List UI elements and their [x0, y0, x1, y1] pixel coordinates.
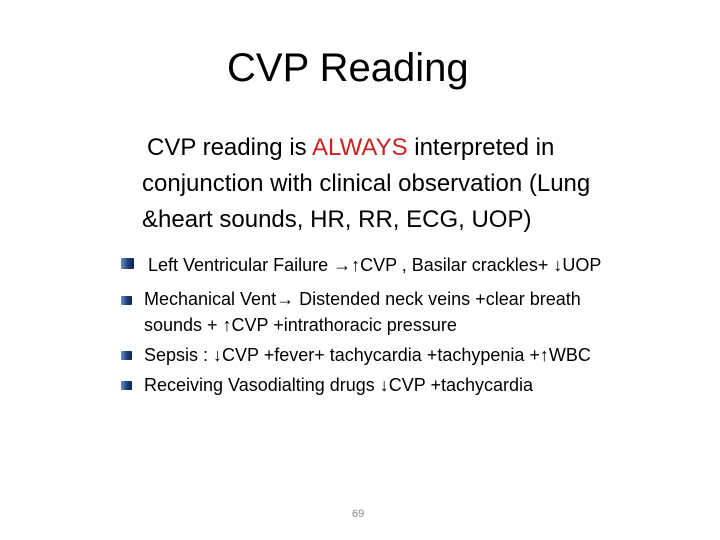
bullet-text: Left Ventricular Failure →↑CVP , Basilar crackles+ ↓UOP: [148, 255, 602, 275]
intro-text-part-1: CVP reading is: [147, 134, 312, 161]
square-bullet-icon: [121, 258, 134, 269]
bullet-list: [118, 252, 718, 398]
square-bullet-icon: [121, 381, 132, 390]
page-number: 69: [352, 508, 365, 520]
square-bullet-icon: [121, 296, 132, 305]
bullet-item-vasodilating-drugs: [118, 372, 718, 398]
bullet-text-line-1: Mechanical Vent→ Distended neck veins +clear breath: [144, 289, 581, 309]
bullet-text: Receiving Vasodialting drugs ↓CVP +tachycardia: [144, 375, 534, 395]
intro-paragraph: [142, 130, 712, 238]
bullet-text-line-2: sounds + ↑CVP +intrathoracic pressure: [144, 315, 457, 335]
intro-emphasis: ALWAYS: [312, 134, 408, 161]
intro-line-3: &heart sounds, HR, RR, ECG, UOP): [142, 206, 532, 233]
bullet-item-sepsis: [118, 342, 718, 368]
intro-line-1: [142, 130, 712, 166]
intro-line-2: conjunction with clinical observation (Lung: [142, 170, 591, 197]
square-bullet-icon: [121, 351, 132, 360]
bullet-text: Sepsis : ↓CVP +fever+ tachycardia +tachypenia +↑WBC: [144, 345, 591, 365]
bullet-item-mechanical-vent: [118, 286, 718, 338]
slide-title: CVP Reading: [227, 46, 469, 90]
intro-text-part-2: interpreted in: [407, 134, 555, 161]
bullet-item-left-ventricular-failure: [118, 252, 718, 278]
